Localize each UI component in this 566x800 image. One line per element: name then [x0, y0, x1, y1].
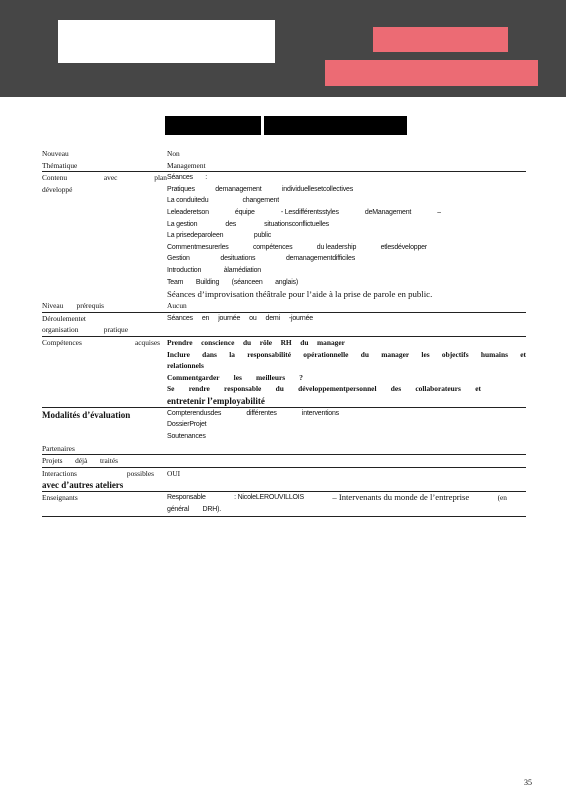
competences-line: Inclure dans la responsabilité opérationnelle du manager les objectifs humains et [167, 349, 526, 359]
contenu-line: Leleaderetson équipe - Lesdifférentsstyles deManagement – [167, 208, 441, 216]
header-logo-area [58, 20, 275, 63]
row-niveau [42, 300, 526, 313]
row-deroulement [42, 313, 526, 337]
value-contenu [167, 172, 526, 300]
label-niveau: Niveau prérequis [42, 301, 104, 311]
label-deroulement: Déroulementet [42, 313, 86, 323]
competences-line: Commentgarder les meilleurs ? [167, 372, 303, 382]
enseignants-line: Responsable : NicoleLEROUVILLOIS – Intervenants du monde de l’entreprise (en [167, 492, 507, 503]
contenu-line: Introduction àlamédiation [167, 266, 261, 274]
label-thematique: Thématique [42, 160, 78, 170]
value-thematique: Management [167, 160, 206, 170]
competences-line: relationnels [167, 361, 204, 371]
competences-line-employabilite: entretenir l’employabilité [167, 395, 265, 406]
modalites-line: Soutenances [167, 433, 206, 441]
header-pink-banner-top [373, 27, 508, 52]
value-deroulement: Séances en journée ou demi -journée [167, 314, 313, 322]
contenu-line: Pratiques demanagement individuellesetcollectives [167, 185, 353, 193]
header-pink-banner-bottom [325, 60, 538, 86]
page-number: 35 [524, 778, 532, 787]
label-enseignants: Enseignants [42, 493, 78, 503]
competences-line: Se rendre responsable du développementpersonnel des collaborateurs et [167, 384, 481, 394]
contenu-line: La prisedeparoleen public [167, 232, 271, 240]
label-nouveau: Nouveau [42, 149, 69, 158]
modalites-line: DossierProjet [167, 421, 207, 429]
row-interactions [42, 468, 526, 493]
enseignants-line: général DRH). [167, 506, 221, 514]
row-contenu [42, 172, 526, 300]
label-competences: Compétences acquises [42, 337, 160, 347]
row-partenaires [42, 443, 526, 456]
label-partenaires: Partenaires [42, 443, 75, 453]
row-competences [42, 337, 526, 408]
row-enseignants [42, 492, 526, 516]
row-modalites [42, 408, 526, 443]
label-contenu: Contenu avec plan [42, 173, 167, 183]
label-contenu-2: développé [42, 184, 73, 194]
value-nouveau: Non [167, 149, 180, 158]
course-info-table [42, 148, 526, 517]
section-title-block-right [264, 116, 407, 135]
value-niveau: Aucun [167, 301, 187, 311]
contenu-line-improvisation: Séances d’improvisation théâtrale pour l’aide à la prise de parole en public. [167, 289, 433, 300]
contenu-intro: Séances : [167, 174, 207, 182]
contenu-line: Commentmesurerles compétences du leadership etlesdévelopper [167, 243, 427, 251]
contenu-line: Gestion desituations demanagementdifficiles [167, 255, 355, 263]
label-interactions: Interactions possibles [42, 468, 154, 478]
label-interactions-2: avec d’autres ateliers [42, 480, 124, 491]
label-deroulement-2: organisation pratique [42, 325, 128, 335]
section-title-block-left [165, 116, 261, 135]
competences-line: Prendre conscience du rôle RH du manager [167, 337, 345, 347]
label-modalites: Modalités d’évaluation [42, 409, 131, 420]
contenu-line: Team Building (séanceen anglais) [167, 278, 298, 286]
value-interactions: OUI [167, 468, 181, 478]
contenu-line: La gestion des situationsconflictuelles [167, 220, 329, 228]
label-projets: Projets déjà traités [42, 456, 118, 466]
contenu-line: La conduitedu changement [167, 197, 279, 205]
modalites-line: Compterendusdes différentes interventions [167, 409, 339, 417]
row-nouveau-thematique [42, 148, 526, 172]
row-projets [42, 455, 526, 468]
